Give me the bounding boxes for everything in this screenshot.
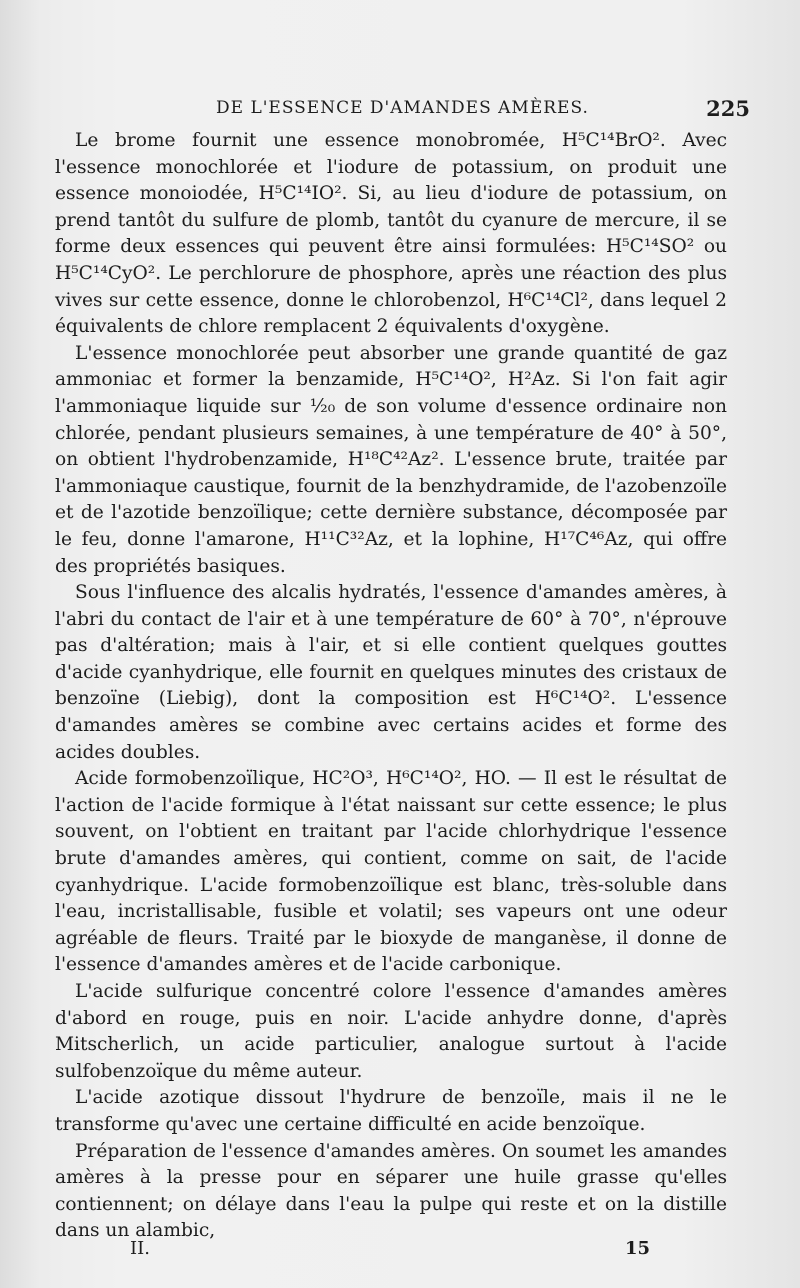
- running-title: DE L'ESSENCE D'AMANDES AMÈRES.: [216, 98, 589, 118]
- page-body: [55, 128, 727, 1245]
- paragraph-brome: Le brome fournit une essence monobromée, H⁵C¹⁴BrO². Avec l'essence monochlorée et l'iodure de potassium, on produit une essence monoiodée, H⁵C¹⁴IO². Si, au lieu d'iodure de potassium, on prend tantôt du sulfure de plomb, tantôt du cyanure de mercure, il se forme deux essences qui peuvent être ainsi formulées: H⁵C¹⁴SO² ou H⁵C¹⁴CyO². Le perchlorure de phosphore, après une réaction des plus vives sur cette essence, donne le chlorobenzol, H⁶C¹⁴Cl², dans lequel 2 équivalents de chlore remplacent 2 équivalents d'oxygène.: [55, 130, 727, 338]
- sheet-number: 15: [624, 1238, 650, 1259]
- paragraph-acide-azotique: L'acide azotique dissout l'hydrure de benzoïle, mais il ne le transforme qu'avec une certaine difficulté en acide benzoïque.: [55, 1087, 727, 1135]
- paragraph-alcalis: Sous l'influence des alcalis hydratés, l'essence d'amandes amères, à l'abri du contact de l'air et à une température de 60° à 70°, n'éprouve pas d'altération; mais à l'air, et si elle contient quelques gouttes d'acide cyanhydrique, elle fournit en quelques minutes des cristaux de benzoïne (Liebig), dont la composition est H⁶C¹⁴O². L'essence d'amandes amères se combine avec certains acides et forme des acides doubles.: [55, 582, 727, 763]
- page-number: 225: [706, 96, 750, 121]
- page-footer: [130, 1238, 650, 1268]
- paragraph-acide-formobenzoilique: Acide formobenzoïlique, HC²O³, H⁶C¹⁴O², HO. — Il est le résultat de l'action de l'acide formique à l'état naissant sur cette essence; le plus souvent, on l'obtient en traitant par l'acide chlorhydrique l'essence brute d'amandes amères, qui contient, comme on sait, de l'acide cyanhydrique. L'acide formobenzoïlique est blanc, très-soluble dans l'eau, incristallisable, fusible et volatil; ses vapeurs ont une odeur agréable de fleurs. Traité par le bioxyde de manganèse, il donne de l'essence d'amandes amères et de l'acide carbonique.: [55, 768, 727, 976]
- paragraph-preparation: Préparation de l'essence d'amandes amères. On soumet les amandes amères à la presse pour en séparer une huile grasse qu'elles contiennent; on délaye dans l'eau la pulpe qui reste et on la distille dans un alambic,: [55, 1140, 727, 1242]
- paragraph-monochloree: L'essence monochlorée peut absorber une grande quantité de gaz ammoniac et former la benzamide, H⁵C¹⁴O², H²Az. Si l'on fait agir l'ammoniaque liquide sur ¹⁄₂₀ de son volume d'essence ordinaire non chlorée, pendant plusieurs semaines, à une température de 40° à 50°, on obtient l'hydrobenzamide, H¹⁸C⁴²Az². L'essence brute, traitée par l'ammoniaque caustique, fournit de la benzhydramide, de l'azobenzoïle et de l'azotide benzoïlique; cette dernière substance, décomposée par le feu, donne l'amarone, H¹¹C³²Az, et la lophine, H¹⁷C⁴⁶Az, qui offre des propriétés basiques.: [55, 342, 727, 577]
- volume-signature: II.: [130, 1238, 150, 1259]
- paragraph-acide-sulfurique: L'acide sulfurique concentré colore l'essence d'amandes amères d'abord en rouge, puis en noir. L'acide anhydre donne, d'après Mitscherlich, un acide particulier, analogue surtout à l'acide sulfobenzoïque du même auteur.: [55, 981, 727, 1082]
- page-header: [60, 96, 750, 126]
